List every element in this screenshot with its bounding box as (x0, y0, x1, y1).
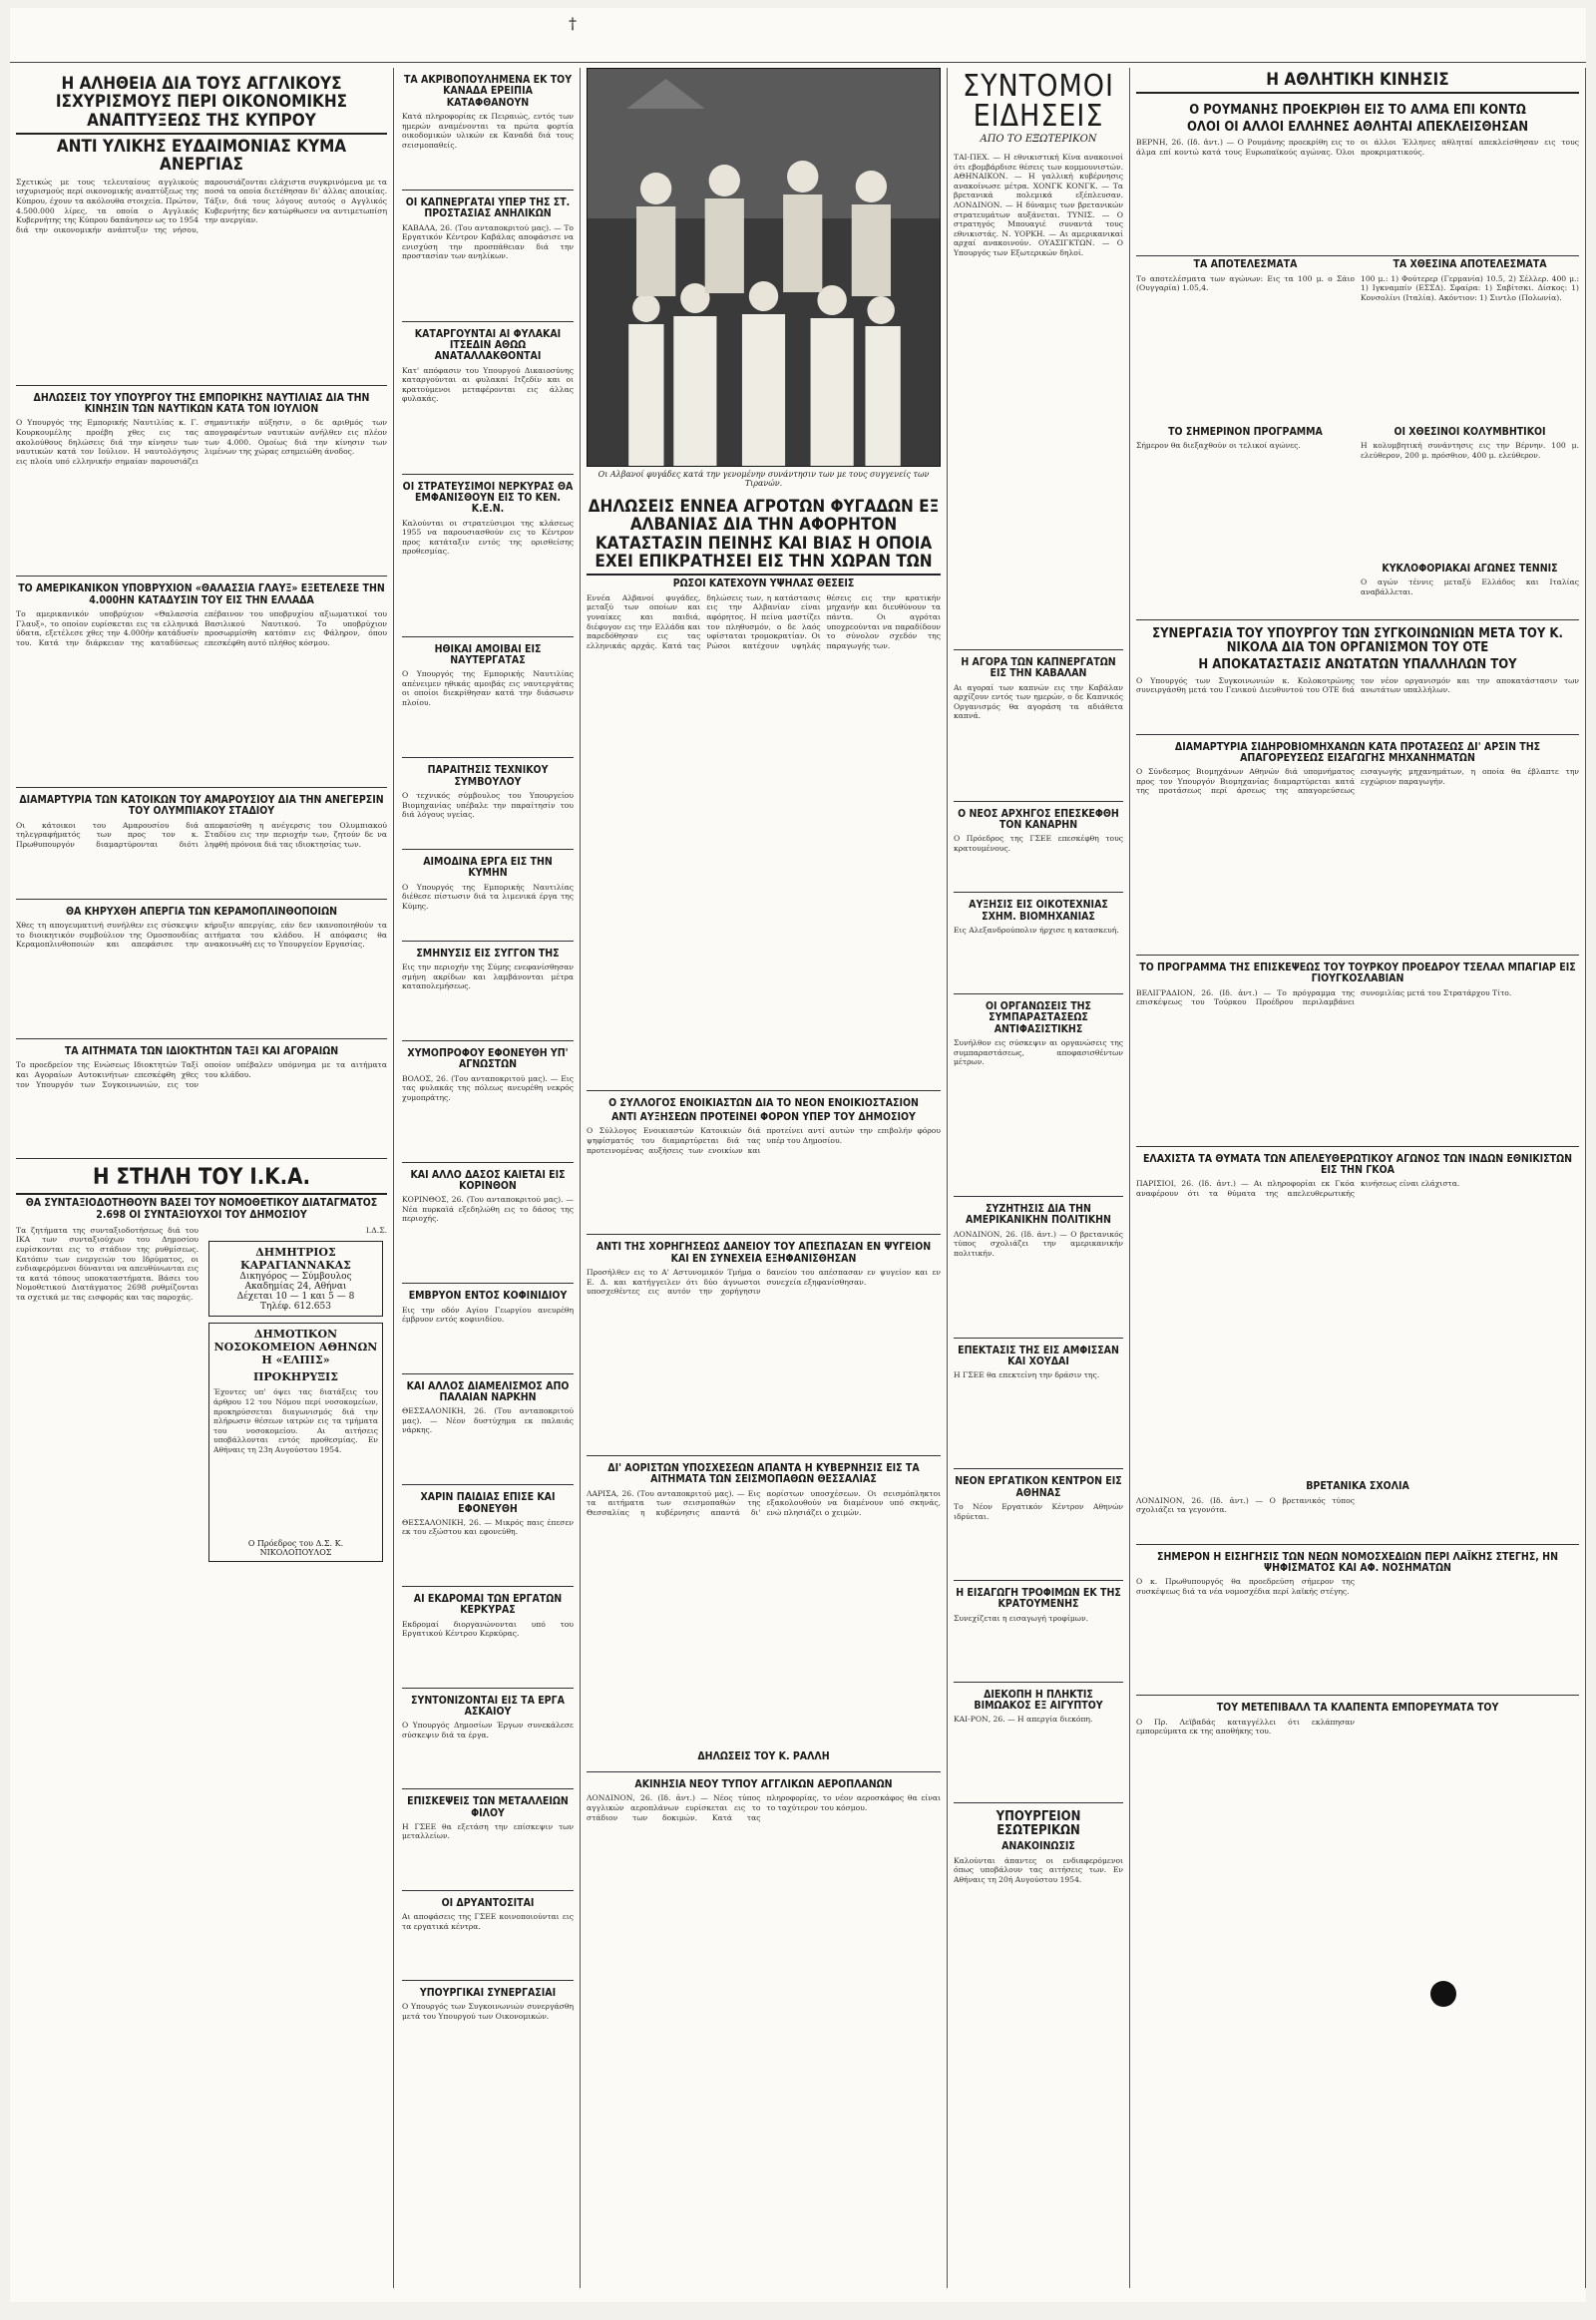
headline: ΤΟ ΑΜΕΡΙΚΑΝΙΚΟΝ ΥΠΟΒΡΥΧΙΟΝ «ΘΑΛΑΣΣΙΑ ΓΛΑΥΞ» ΕΞΕΤΕΛΕΣΕ ΤΗΝ 4.000ΗΝ ΚΑΤΑΔΥΣΙΝ ΤΟΥ ΕΙΣ ΤΗΝ ΕΛΛΑΔΑ (18, 582, 385, 606)
headline: ΔΙΑΜΑΡΤΥΡΙΑ ΣΙΔΗΡΟΒΙΟΜΗΧΑΝΩΝ ΚΑΤΑ ΠΡΟΤΑΣΕΩΣ ΔΙ' ΑΡΣΙΝ ΤΗΣ ΑΠΑΓΟΡΕΥΣΕΩΣ ΕΙΣΑΓΩΓΗΣ ΜΗΧΑΝΗΜΑΤΩΝ (1174, 740, 1541, 764)
brief (954, 1683, 1123, 1804)
article-body: Το προεδρείον της Ενώσεως Ιδιοκτητών Ταξί και Αγοραίων Αυτοκινήτων επεσκέφθη χθες τον Υπουργόν των Συγκοινωνιών, εις τον οποίον υπέβαλεν υπόμνημα με τα αιτήματα του κλάδου. (16, 1060, 387, 1089)
headline: ΟΙ ΚΑΠΝΕΡΓΑΤΑΙ ΥΠΕΡ ΤΗΣ ΣΤ. ΠΡΟΣΤΑΣΙΑΣ ΑΝΗΛΙΚΩΝ (405, 195, 571, 220)
article-ote (1136, 619, 1579, 734)
article-body: Ο Υπουργός των Συγκοινωνιών συνεργάσθη μετά του Υπουργού των Οικονομικών. (402, 2002, 574, 2022)
headline: ΔΙΕΚΟΠΗ Η ΠΛΗΚΤΙΣ ΒΙΜΩΑΚΟΣ ΕΞ ΑΙΓΥΠΤΟΥ (974, 1688, 1103, 1712)
column-4 (948, 68, 1130, 2288)
divider (16, 1193, 387, 1195)
brief (402, 68, 574, 191)
headline: ΑΥΞΗΣΙΣ ΕΙΣ ΟΙΚΟΤΕΧΝΙΑΣ ΣΧΗΜ. ΒΙΟΜΗΧΑΝΙΑΣ (969, 899, 1108, 923)
article-body: Χθες τη απογευματινή συνήλθεν εις σύσκεψιν το διοικητικόν συμβούλιον της Ομοσπονδίας Κεραμοπλινθοποιών και απεφάσισε την κήρυξιν απεργίας, εάν δεν ικανοποιηθούν τα αιτήματα του κλάδου. Η απόφασις θα ανακοινωθή εις το Υπουργείον Εργασίας. (16, 921, 387, 950)
brief (402, 1981, 574, 2090)
article-body: Εννέα Αλβανοί φυγάδες, μεταξύ των οποίων και γυναίκες και παιδιά, διέφυγον εις την Ελλάδα και παρεδόθησαν εις τας ελληνικάς αρχάς. Κατά τας δηλώσεις των, η κατάστασις εις την Αλβανίαν είναι αφόρητος. Η πείνα μαστίζει τον πληθυσμόν, ο δε λαός υφίσταται τρομοκρατίαν. Οι Ρώσοι κατέχουν υψηλάς θέσεις εις την κρατικήν μηχανήν και διευθύνουν τα πάντα. Οι αγρόται υποχρεούνται να παραδίδουν το σύνολον σχεδόν της παραγωγής των. (587, 592, 941, 650)
subheadline: ΘΑ ΣΥΝΤΑΞΙΟΔΟΤΗΘΟΥΝ ΒΑΣΕΙ ΤΟΥ ΝΟΜΟΘΕΤΙΚΟΥ ΔΙΑΤΑΓΜΑΤΟΣ 2.698 ΟΙ ΣΥΝΤΑΞΙΟΥΧΟΙ ΤΟΥ ΔΗΜΟΣΙΟΥ (25, 1197, 378, 1221)
brief (402, 1374, 574, 1486)
article-body: Καλούνται οι στρατεύσιμοι της κλάσεως 1955 να παρουσιασθούν εις το Κέντρον προς κατάταξιν εντός της ορισθείσης προθεσμίας. (402, 518, 574, 557)
headline: ΥΠΟΥΡΓΕΙΟΝ ΕΣΩΤΕΡΙΚΩΝ (996, 1809, 1081, 1839)
ad-body: Έχοντες υπ' όψει τας διατάξεις του άρθρου 12 του Νόμου περί νοσοκομείων, προκηρύσσεται διαγωνισμός διά την πλήρωσιν θέσεων ιατρών εις τα τμήματα του νοσοκομείου. Αι αιτήσεις υποβάλλονται εντός προθεσμίας. Εν Αθήναις τη 23η Αυγούστου 1954. (213, 1387, 378, 1454)
headline: ΣΥΝΕΡΓΑΣΙΑ ΤΟΥ ΥΠΟΥΡΓΟΥ ΤΩΝ ΣΥΓΚΟΙΝΩΝΙΩΝ ΜΕΤΑ ΤΟΥ Κ. ΝΙΚΟΛΑ ΔΙΑ ΤΟΝ ΟΡΓΑΝΙΣΜΟΝ ΤΟΥ ΟΤΕ (1152, 626, 1563, 656)
brief (402, 637, 574, 759)
headline: ΘΑ ΚΗΡΥΧΘΗ ΑΠΕΡΓΙΑ ΤΩΝ ΚΕΡΑΜΟΠΛΙΝΘΟΠΟΙΩΝ (65, 905, 338, 918)
brief (402, 1163, 574, 1285)
headline: ΤΟ ΠΡΟΓΡΑΜΜΑ ΤΗΣ ΕΠΙΣΚΕΨΕΩΣ ΤΟΥ ΤΟΥΡΚΟΥ ΠΡΟΕΔΡΟΥ ΤΣΕΛΑΛ ΜΠΑΓΙΑΡ ΕΙΣ ΓΙΟΥΓΚΟΣΛΑΒΙΑΝ (1139, 962, 1576, 985)
article-body: Ο Υπουργός της Εμπορικής Ναυτιλίας κ. Γ. Κουρκουμέλης προέβη χθες εις τας ακολούθους δηλώσεις διά την κίνησιν των ναυτικών κατά τον Ιούλιον. Η ναυτολόγησις εις πλοία υπό ελληνικήν σημαίαν παρουσιάζει σημαντικήν αύξησιν, ο δε αριθμός των απογραφέντων ναυτικών ανήλθεν εις πλέον των 4.000. Ομοίως διά την κίνησιν των λιμένων της χώρας εσημειώθη άνοδος. (16, 418, 387, 466)
brief (954, 802, 1123, 894)
brief (402, 1284, 574, 1373)
signature: Ι.Δ.Σ. (365, 1225, 387, 1235)
article-body: Αι αγοραί των καπνών εις την Καβάλαν αρχίζουν εντός των ημερών, ο δε Καπνικός Οργανισμός θα αγοράση τα αδιάθετα καπνά. (954, 682, 1123, 721)
subheadline: ΑΝΤΙ ΥΛΙΚΗΣ ΕΥΔΑΙΜΟΝΙΑΣ ΚΥΜΑ ΑΝΕΡΓΙΑΣ (56, 137, 347, 176)
ad-subtitle: ΠΡΟΚΗΡΥΞΙΣ (253, 1370, 338, 1384)
article-body: Ο κ. Πρωθυπουργός θα προεδρεύση σήμερον της συσκέψεως διά τα νέα νομοσχέδια περί λαϊκής στέγης. (1136, 1577, 1355, 1597)
article-housing (1136, 1545, 1579, 1697)
photo-albanian-refugees (587, 68, 941, 467)
article-body: ΠΑΡΙΣΙΟΙ, 26. (Ιδ. ἀντ.) — Αι πληροφορίαι εκ Γκόα αναφέρουν ότι τα θύματα της απελευθερωτικής κινήσεως είναι ελάχιστα. (1136, 1179, 1460, 1199)
article-turkey (1136, 956, 1579, 1147)
ad-title: ΔΗΜΟΤΙΚΟΝ ΝΟΣΟΚΟΜΕΙΟΝ ΑΘΗΝΩΝ Η «ΕΛΠΙΣ» (213, 1328, 378, 1367)
article-stadium (16, 788, 387, 900)
headline: ΔΙΑΜΑΡΤΥΡΙΑ ΤΩΝ ΚΑΤΟΙΚΩΝ ΤΟΥ ΑΜΑΡΟΥΣΙΟΥ ΔΙΑ ΤΗΝ ΑΝΕΓΕΡΣΙΝ ΤΟΥ ΟΛΥΜΠΙΑΚΟΥ ΣΤΑΔΙΟΥ (19, 794, 384, 818)
article-body: Εις την οδόν Αγίου Γεωργίου ανευρέθη έμβρυον εντός κοφινιδίου. (402, 1305, 574, 1325)
ad-lawyer (208, 1241, 383, 1317)
brief (402, 191, 574, 322)
ad-line: Δικηγόρος — Σύμβουλος (239, 1272, 352, 1283)
group-photo-image (588, 69, 940, 466)
headline: ΚΑΤΑΡΓΟΥΝΤΑΙ ΑΙ ΦΥΛΑΚΑΙ ΙΤΣΕΔΙΝ ΑΘΩΩ ΑΝΑΤΑΛΛΑΚΘΟΝΤΑΙ (414, 327, 562, 363)
sports-results-block (1136, 256, 1579, 619)
headline: ΑΙΜΟΔΙΝΑ ΕΡΓΑ ΕΙΣ ΤΗΝ ΚΥΜΗΝ (423, 855, 553, 880)
article-sports-lead (1136, 97, 1579, 256)
article-body: Ο Υπουργός της Εμπορικής Ναυτιλίας απένειμεν ηθικάς αμοιβάς εις ναυτεργάτας οι οποίοι διεκρίθησαν κατά την διάσωσιν πλοίου. (402, 669, 574, 708)
brief (954, 1803, 1123, 2043)
article-body: ΘΕΣΣΑΛΟΝΙΚΗ, 26. (Του ανταποκριτού μας). — Νέον δυστύχημα εκ παλαιάς νάρκης. (402, 1406, 574, 1435)
headline: ΑΙ ΕΚΔΡΟΜΑΙ ΤΩΝ ΕΡΓΑΤΩΝ ΚΕΡΚΥΡΑΣ (413, 1592, 563, 1617)
article-body: ΛΟΝΔΙΝΟΝ, 26. (Ιδ. ἀντ.) — Νέος τύπος αγγλικών αεροπλάνων ευρίσκεται εις το στάδιον των δοκιμών. Κατά τας πληροφορίας, το νέον αεροσκάφος θα είναι το ταχύτερον του κόσμου. (587, 1793, 941, 1822)
article-body: ΛΟΝΔΙΝΟΝ, 26. (Ιδ. ἀντ.) — Ο βρετανικός τύπος σχολιάζει τα γεγονότα. (1136, 1495, 1355, 1515)
headline: ΤΑ ΑΙΤΗΜΑΤΑ ΤΩΝ ΙΔΙΟΚΤΗΤΩΝ ΤΑΞΙ ΚΑΙ ΑΓΟΡΑΙΩΝ (64, 1045, 339, 1058)
headline: ΣΥΖΗΤΗΣΙΣ ΔΙΑ ΤΗΝ ΑΜΕΡΙΚΑΝΙΚΗΝ ΠΟΛΙΤΙΚΗΝ (966, 1202, 1111, 1227)
brief (954, 1469, 1123, 1581)
article-body: Σήμερον θα διεξαχθούν οι τελικοί αγώνες. (1136, 441, 1301, 451)
article-body: Καλούνται άπαντες οι ενδιαφερόμενοι όπως υποβάλουν τας αιτήσεις των. Εν Αθήναις τη 20ή Αυγούστου 1954. (954, 1855, 1123, 1884)
headline: ΤΑ ΧΘΕΣΙΝΑ ΑΠΟΤΕΛΕΣΜΑΤΑ (1393, 258, 1547, 271)
headline: ΧΑΡΙΝ ΠΑΙΔΙΑΣ ΕΠΙΣΕ ΚΑΙ ΕΦΟΝΕΥΘΗ (420, 1491, 556, 1515)
article-shipping (16, 386, 387, 578)
brief (954, 650, 1123, 802)
divider (16, 133, 387, 135)
top-marker: † (569, 14, 577, 33)
subheadline: ΡΩΣΟΙ ΚΑΤΕΧΟΥΝ ΥΨΗΛΑΣ ΘΕΣΕΙΣ (672, 578, 855, 590)
article-cyprus (16, 68, 387, 386)
article-body: Ο τεχνικός σύμβουλος του Υπουργείου Βιομηχανίας υπέβαλε την παραίτησίν του διά λόγους υγείας. (402, 790, 574, 820)
ad-hospital (208, 1323, 383, 1562)
brief (402, 850, 574, 942)
headline: ΤΟΥ ΜΕΤΕΠΙΒΑΛΛ ΤΑ ΚΛΑΠΕΝΤΑ ΕΜΠΟΡΕΥΜΑΤΑ ΤΟΥ (1216, 1702, 1499, 1715)
article-body: Εκδρομαί διοργανώνονται υπό του Εργατικού Κέντρου Κερκύρας. (402, 1619, 574, 1639)
column-3 (581, 68, 948, 2288)
article-body: ΚΟΡΙΝΘΟΣ, 26. (Του ανταποκριτού μας). — Νέα πυρκαϊά εξεδηλώθη εις το δάσος της περιοχής. (402, 1195, 574, 1224)
brief (402, 1587, 574, 1689)
article-body: Το αμερικανικόν υποβρύχιον «Θαλασσία Γλαυξ», το οποίον ευρίσκεται εις τα ελληνικά ύδατα, εξετέλεσε χθες την 4.000ήν κατάδυσίν του. Κατά την διάρκειαν της καταδύσεως επέβαινον του υποβρυχίου αξιωματικοί του Βασιλικού Ναυτικού. Το υποβρύχιον προσωρμίσθη κατόπιν εις Φάληρον, όπου επεσκέφθη αυτό πλήθος κόσμου. (16, 609, 387, 647)
headline: ΧΥΜΟΠΡΟΦΟΥ ΕΦΟΝΕΥΘΗ ΥΠ' ΑΓΝΩΣΤΩΝ (407, 1046, 569, 1071)
subheadline: ΟΛΟΙ ΟΙ ΑΛΛΟΙ ΕΛΛΗΝΕΣ ΑΘΛΗΤΑΙ ΑΠΕΚΛΕΙΣΘΗΣΑΝ (1186, 120, 1529, 136)
headline: ΔΗΛΩΣΕΙΣ ΕΝΝΕΑ ΑΓΡΟΤΩΝ ΦΥΓΑΔΩΝ ΕΞ ΑΛΒΑΝΙΑΣ ΔΙΑ ΤΗΝ ΑΦΟΡΗΤΟΝ ΚΑΤΑΣΤΑΣΙΝ ΠΕΙΝΗΣ ΚΑΙ ΒΙΑΣ Η ΟΠΟΙΑ ΕΧΕΙ ΕΠΙΚΡΑΤΗΣΕΙ ΕΙΣ ΤΗΝ ΧΩΡΑΝ ΤΩΝ (588, 497, 940, 573)
subheadline: ΔΗΛΩΣΕΙΣ ΤΟΥ Κ. ΡΑΛΛΗ (697, 1749, 830, 1762)
headline: ΤΑ ΑΠΟΤΕΛΕΣΜΑΤΑ (1193, 258, 1298, 271)
article-aircraft (587, 1772, 941, 1921)
article-body: Ο Πρόεδρος της ΓΣΕΕ επεσκέφθη τους κρατουμένους. (954, 834, 1123, 853)
article-body: Κατ' απόφασιν του Υπουργού Δικαιοσύνης καταργούνται αι φυλακαί Ιτζεδίν και οι κρατούμενοι μεταφέρονται εις άλλας φυλακάς. (402, 365, 574, 404)
article-body: Η κολυμβητική συνάντησις εις την Βέρνην. 100 μ. ελεύθερον, 200 μ. πρόσθιον, 400 μ. ελεύθερον. (1361, 441, 1579, 460)
headline: ΚΥΚΛΟΦΟΡΙΑΚΑΙ ΑΓΩΝΕΣ ΤΕΝΝΙΣ (1382, 563, 1558, 576)
headline: ΥΠΟΥΡΓΙΚΑΙ ΣΥΝΕΡΓΑΣΙΑΙ (419, 1987, 557, 2000)
subheadline: ΒΡΕΤΑΝΙΚΑ ΣΧΟΛΙΑ (1306, 1480, 1409, 1493)
headline: ΟΙ ΧΘΕΣΙΝΟΙ ΚΟΛΥΜΒΗΤΙΚΟΙ (1394, 425, 1546, 438)
headline: ΟΙ ΔΡΥΑΝΤΟΣΙΤΑΙ (441, 1896, 535, 1909)
headline: ΑΚΙΝΗΣΙΑ ΝΕΟΥ ΤΥΠΟΥ ΑΓΓΛΙΚΩΝ ΑΕΡΟΠΛΑΝΩΝ (634, 1778, 893, 1791)
headline: Η ΕΙΣΑΓΩΓΗ ΤΡΟΦΙΜΩΝ ΕΚ ΤΗΣ ΚΡΑΤΟΥΜΕΝΗΣ (956, 1586, 1121, 1611)
article-body: Ο Υπουργός των Συγκοινωνιών κ. Κολοκοτρώνης συνειργάσθη μετά του Γενικού Διευθυντού του ΟΤΕ διά τον νέον οργανισμόν και την αποκατάστασιν των ανωτάτων υπαλλήλων. (1136, 675, 1579, 695)
article-ika (16, 1159, 387, 1662)
brief (954, 1197, 1123, 1339)
headline: ΕΛΑΧΙΣΤΑ ΤΑ ΘΥΜΑΤΑ ΤΩΝ ΑΠΕΛΕΥΘΕΡΩΤΙΚΟΥ ΑΓΩΝΟΣ ΤΩΝ ΙΝΔΩΝ ΕΘΝΙΚΙΣΤΩΝ ΕΙΣ ΤΗΝ ΓΚΟΑ (1142, 1152, 1573, 1177)
article-body: Η ΓΣΕΕ θα επεκτείνη την δράσιν της. (954, 1370, 1100, 1380)
brief (954, 1581, 1123, 1683)
brief (954, 893, 1123, 994)
article-body: Προσήλθεν εις το Α' Αστυνομικόν Τμήμα ο Ε. Δ. και κατήγγειλεν ότι δύο άγνωστοι υποσχεθέντες εις αυτόν την χορήγησιν δανείου του απέσπασαν εν ψυγείον και εν συνεχεία εξηφανίσθησαν. (587, 1268, 941, 1297)
article-body: ΤΑΙ-ΠΕΧ. — Η εθνικιστική Κίνα ανακοινοί ότι εβομβάρδισε θέσεις των κομμουνιστών. ΑΘΗΝΑΙΚΟΝ. — Η γαλλική κυβέρνησις ανακοίνωσε μέτρα. ΧΟΝΓΚ ΚΟΝΓΚ. — Τα βρετανικά πολεμικά εξέπλευσαν. ΛΟΝΔΙΝΟΝ. — Η δύναμις των βρετανικών στρατευμάτων αυξάνεται. ΤΥΝΙΣ. — Ο στρατηγός Μπουαγιέ συναντά τους εθνικιστάς. Ν. ΥΟΡΚΗ. — Αι αμερικανικαί αρχαί ανακοινούν. ΟΥΑΣΙΓΚΤΩΝ. — Ο Υπουργός των Εξωτερικών δηλοί. (954, 153, 1123, 257)
article-body: ΘΕΣΣΑΛΟΝΙΚΗ, 26. — Μικρός παις έπεσεν εκ του εξώστου και εφονεύθη. (402, 1517, 574, 1537)
headline: ΗΘΙΚΑΙ ΑΜΟΙΒΑΙ ΕΙΣ ΝΑΥΤΕΡΓΑΤΑΣ (434, 642, 542, 666)
article-body: Κατά πληροφορίας εκ Πειραιώς, εντός των ημερών αναμένονται τα πρώτα φορτία οικοδομικών υλικών εκ Καναδά διά τους σεισμοπαθείς. (402, 111, 574, 150)
top-rule (10, 62, 1586, 63)
article-body: ΒΕΡΝΗ, 26. (Ιδ. ἀντ.) — Ο Ρουμάνης προεκρίθη εις το άλμα επί κοντώ κατά τους Ευρωπαϊκούς αγώνας. Όλοι οι άλλοι Έλληνες αθληταί απεκλείσθησαν εις τους προκριματικούς. (1136, 138, 1579, 158)
article-body: Ο Πρ. Λεϊβαδάς καταγγέλλει ότι εκλάπησαν εμπορεύματα εκ της αποθήκης του. (1136, 1717, 1355, 1737)
headline: ΤΟ ΣΗΜΕΡΙΝΟΝ ΠΡΟΓΡΑΜΜΑ (1168, 425, 1323, 438)
article-body: ΚΑΒΑΛΑ, 26. (Του ανταποκριτού μας). — Το Εργατικόν Κέντρον Καβάλας αποφάσισε να ενισχύση την προσπάθειαν διά την προστασίαν των ανηλίκων. (402, 222, 574, 261)
newspaper-page (10, 8, 1586, 2302)
ad-line: Ακαδημίας 24, Αθήναι (244, 1282, 347, 1293)
article-body: Τα ζητήματα της συνταξιοδοτήσεως διά του ΙΚΑ των συνταξιούχων του Δημοσίου ευρίσκονται εις το στάδιον της ρυθμίσεως. Κατόπιν των ενεργειών του Ιδρύματος, οι ενδιαφερόμενοι δύνανται να απευθύνωνται εις τα κατά τόπους υποκαταστήματα. Βάσει του Νομοθετικού Διατάγματος 2698 ρυθμίζονται τα σχετικά με τας εισφοράς και τας παροχάς. (16, 1225, 199, 1302)
section-masthead: Η ΑΘΛΗΤΙΚΗ ΚΙΝΗΣΙΣ (1136, 71, 1579, 94)
article-body: Ο Σύνδεσμος Βιομηχάνων Αθηνών διά υπομνήματος προς τον Υπουργόν Βιομηχανίας διαμαρτύρεται κατά της προτάσεως περί άρσεως της απαγορεύσεως εισαγωγής μηχανημάτων, η οποία θα έβλαπτε την εγχώριον παραγωγήν. (1136, 767, 1579, 796)
article-body: Εις Αλεξανδρούπολιν ήρχισε η κατασκευή. (954, 925, 1119, 935)
article-steel (1136, 735, 1579, 957)
article-body: Ο αγών τέννις μεταξύ Ελλάδος και Ιταλίας αναβάλλεται. (1361, 578, 1579, 596)
headline: Η ΑΓΟΡΑ ΤΩΝ ΚΑΠΝΕΡΓΑΤΩΝ ΕΙΣ ΤΗΝ ΚΑΒΑΛΑΝ (961, 656, 1116, 680)
headline: ΑΝΤΙ ΤΗΣ ΧΟΡΗΓΗΣΕΩΣ ΔΑΝΕΙΟΥ ΤΟΥ ΑΠΕΣΠΑΣΑΝ ΕΝ ΨΥΓΕΙΟΝ ΚΑΙ ΕΝ ΣΥΝΕΧΕΙΑ ΕΞΗΦΑΝΙΣΘΗΣΑΝ (596, 1241, 932, 1265)
brief (402, 1689, 574, 1790)
article-body: Ο Σύλλογος Ενοικιαστών Κατοικιών διά ψηφίσματός του διαμαρτύρεται διά τας προτεινομένας αυξήσεις των ενοικίων και προτείνει αντί αυτών την επιβολήν φόρου υπέρ του Δημοσίου. (587, 1126, 941, 1155)
headline: ΣΥΝΤΟΝΙΖΟΝΤΑΙ ΕΙΣ ΤΑ ΕΡΓΑ ΑΣΚΑΙΟΥ (411, 1694, 565, 1718)
article-body: Η ΓΣΕΕ θα εξετάση την επίσκεψιν των μεταλλείων. (402, 1821, 574, 1841)
headline: ΚΑΙ ΑΛΛΟ ΔΑΣΟΣ ΚΑΙΕΤΑΙ ΕΙΣ ΚΟΡΙΝΘΟΝ (410, 1168, 566, 1192)
headline: ΕΠΙΣΚΕΨΕΙΣ ΤΩΝ ΜΕΤΑΛΛΕΙΩΝ ΦΙΛΟΥ (407, 1795, 569, 1819)
brief (402, 1485, 574, 1587)
brief (954, 1339, 1123, 1470)
headline: ΕΠΕΚΤΑΣΙΣ ΤΗΣ ΕΙΣ ΑΜΦΙΣΣΑΝ ΚΑΙ ΧΟΥΔΑΙ (958, 1344, 1119, 1367)
ad-line: Δέχεται 10 — 1 και 5 — 8 (236, 1292, 355, 1303)
article-earthquake (587, 1456, 941, 1772)
article-body: Το αποτελέσματα των αγώνων: Εις τα 100 μ. ο Σάιο (Ουγγαρία) 1.05,4. (1136, 273, 1355, 293)
article-fridge (587, 1235, 941, 1456)
article-tenants (587, 1091, 941, 1236)
section-subtitle: ΑΠΟ ΤΟ ΕΞΩΤΕΡΙΚΟΝ (980, 134, 1097, 145)
article-goa (1136, 1147, 1579, 1545)
headline: ΟΙ ΣΤΡΑΤΕΥΣΙΜΟΙ ΝΕΡΚΥΡΑΣ ΘΑ ΕΜΦΑΝΙΣΘΟΥΝ ΕΙΣ ΤΟ ΚΕΝ. Κ.Ε.Ν. (402, 480, 574, 516)
headline: ΔΗΛΩΣΕΙΣ ΤΟΥ ΥΠΟΥΡΓΟΥ ΤΗΣ ΕΜΠΟΡΙΚΗΣ ΝΑΥΤΙΛΙΑΣ ΔΙΑ ΤΗΝ ΚΙΝΗΣΙΝ ΤΩΝ ΝΑΥΤΙΚΩΝ ΚΑΤΑ ΤΟΝ ΙΟΥΛΙΟΝ (33, 391, 370, 416)
article-strike (16, 900, 387, 1039)
article-taxi (16, 1039, 387, 1159)
brief (402, 758, 574, 850)
headline: ΝΕΟΝ ΕΡΓΑΤΙΚΟΝ ΚΕΝΤΡΟΝ ΕΙΣ ΑΘΗΝΑΣ (955, 1475, 1122, 1499)
subheadline: ΑΝΤΙ ΑΥΞΗΣΕΩΝ ΠΡΟΤΕΙΝΕΙ ΦΟΡΟΝ ΥΠΕΡ ΤΟΥ ΔΗΜΟΣΙΟΥ (611, 1111, 916, 1124)
subheadline: Η ΑΠΟΚΑΤΑΣΤΑΣΙΣ ΑΝΩΤΑΤΩΝ ΥΠΑΛΛΗΛΩΝ ΤΟΥ (1198, 657, 1517, 673)
article-body: ΛΑΡΙΣΑ, 26. (Του ανταποκριτού μας). — Εις τα αιτήματα των σεισμοπαθών της Θεσσαλίας η κυβέρνησις απαντά δι' αορίστων υποσχέσεων. Οι σεισμόπληκτοι εξακολουθούν να διαμένουν υπό σκηνάς, ενώ πλησιάζει ο χειμών. (587, 1488, 941, 1517)
article-body: 100 μ.: 1) Φούτερερ (Γερμανία) 10.5, 2) Σέλλερ. 400 μ.: 1) Ιγκναμπίν (ΕΣΣΔ). Σφαίρα: 1) Σαβίτσκι. Δίσκος: 1) Κονσολίνι (Ιταλία). Ακόντιον: 1) Σιντλο (Πολωνία). (1361, 273, 1579, 302)
headline: Η ΑΛΗΘΕΙΑ ΔΙΑ ΤΟΥΣ ΑΓΓΛΙΚΟΥΣ ΙΣΧΥΡΙΣΜΟΥΣ ΠΕΡΙ ΟΙΚΟΝΟΜΙΚΗΣ ΑΝΑΠΤΥΞΕΩΣ ΤΗΣ ΚΥΠΡΟΥ (55, 74, 348, 131)
brief (402, 1891, 574, 1981)
article-submarine (16, 577, 387, 788)
article-body: Αι αποφάσεις της ΓΣΕΕ κοινοποιούνται εις τα εργατικά κέντρα. (402, 1912, 574, 1931)
subheadline: ΑΝΑΚΟΙΝΩΣΙΣ (1001, 1840, 1075, 1853)
headline: ΣΜΗΝΥΣΙΣ ΕΙΣ ΣΥΓΓΟΝ ΤΗΣ (416, 947, 560, 960)
headline: Ο ΡΟΥΜΑΝΗΣ ΠΡΟΕΚΡΙΘΗ ΕΙΣ ΤΟ ΑΛΜΑ ΕΠΙ ΚΟΝΤΩ (1189, 103, 1526, 119)
brief (402, 942, 574, 1041)
article-body: ΒΟΛΟΣ, 26. (Του ανταποκριτού μας). — Εις τας φυλακάς της πόλεως ανευρέθη νεκρός χυμοπράτης. (402, 1073, 574, 1102)
article-albania (587, 491, 941, 1091)
section-masthead: ΣΥΝΤΟΜΟΙ ΕΙΔΗΣΕΙΣ (963, 69, 1114, 134)
article-body: ΛΟΝΔΙΝΟΝ, 26. (Ιδ. ἀντ.) — Ο βρετανικός τύπος σχολιάζει την αμερικανικήν πολιτικήν. (954, 1229, 1123, 1258)
brief (402, 1789, 574, 1891)
headline: ΤΑ ΑΚΡΙΒΟΠΟΥΛΗΜΕΝΑ ΕΚ ΤΟΥ ΚΑΝΑΔΑ ΕΡΕΙΠΙΑ ΚΑΤΑΦΘΑΝΟΥΝ (403, 74, 573, 109)
headline: ΟΙ ΟΡΓΑΝΩΣΕΙΣ ΤΗΣ ΣΥΜΠΑΡΑΣΤΑΣΕΩΣ ΑΝΤΙΦΑΣΙΣΤΙΚΗΣ (985, 999, 1091, 1035)
article-body: Ο Υπουργός της Εμπορικής Ναυτιλίας διέθεσε πίστωσιν διά τα λιμενικά έργα της Κύμης. (402, 882, 574, 911)
article-body: Ο Υπουργός Δημοσίων Έργων συνεκάλεσε σύσκεψιν διά τα έργα. (402, 1721, 574, 1740)
brief (402, 475, 574, 637)
article-body: Συνεχίζεται η εισαγωγή τροφίμων. (954, 1613, 1088, 1623)
column-2 (396, 68, 581, 2288)
headline: Ο ΣΥΛΛΟΓΟΣ ΕΝΟΙΚΙΑΣΤΩΝ ΔΙΑ ΤΟ ΝΕΟΝ ΕΝΟΙΚΙΟΣΤΑΣΙΟΝ (608, 1096, 919, 1109)
headline: ΠΑΡΑΙΤΗΣΙΣ ΤΕΧΝΙΚΟΥ ΣΥΜΒΟΥΛΟΥ (427, 764, 549, 788)
headline: ΔΙ' ΑΟΡΙΣΤΩΝ ΥΠΟΣΧΕΣΕΩΝ ΑΠΑΝΤΑ Η ΚΥΒΕΡΝΗΣΙΣ ΕΙΣ ΤΑ ΑΙΤΗΜΑΤΑ ΤΩΝ ΣΕΙΣΜΟΠΑΘΩΝ ΘΕΣΣΑΛΙΑΣ (607, 1462, 920, 1486)
ad-signature: Ο Πρόεδρος του Δ.Σ. Κ. ΝΙΚΟΛΟΠΟΥΛΟΣ (247, 1539, 344, 1558)
article-body: Το Νέον Εργατικόν Κέντρον Αθηνών ιδρύεται. (954, 1501, 1123, 1521)
article-body: Συνήλθον εις σύσκεψιν αι οργανώσεις της συμπαραστάσεως, αποφασισθέντων μέτρων. (954, 1037, 1123, 1067)
article-stolen-goods (1136, 1696, 1579, 1794)
ink-blot (1430, 1981, 1456, 2007)
brief (954, 994, 1123, 1197)
article-body: Εις την περιοχήν της Σύμης ενεφανίσθησαν σμήνη ακρίδων και λαμβάνονται μέτρα καταπολεμήσεως. (402, 962, 574, 991)
article-body: Οι κάτοικοι του Αμαρουσίου διά τηλεγραφήματός των προς τον κ. Πρωθυπουργόν διαμαρτύρονται διότι απεφασίσθη η ανέγερσις του Ολυμπιακού Σταδίου εις την περιοχήν των, ζητούν δε να ληφθή πρόνοια διά τας ιδιοκτησίας των. (16, 820, 387, 849)
article-body: ΒΕΛΙΓΡΑΔΙΟΝ, 26. (Ιδ. ἀντ.) — Το πρόγραμμα της επισκέψεως του Τούρκου Προέδρου περιλαμβάνει συνομιλίας μετά του Στρατάρχου Τίτο. (1136, 987, 1512, 1007)
headline: ΕΜΒΡΥΟΝ ΕΝΤΟΣ ΚΟΦΙΝΙΔΙΟΥ (408, 1290, 568, 1303)
ad-title: ΔΗΜΗΤΡΙΟΣ ΚΑΡΑΓΙΑΝΝΑΚΑΣ (240, 1246, 351, 1273)
brief (402, 322, 574, 475)
article-body: ΚΑΙ-ΡΟΝ, 26. — Η απεργία διεκόπη. (954, 1715, 1093, 1725)
article-body: Σχετικώς με τους τελευταίους αγγλικούς ισχυρισμούς περί οικονομικής αναπτύξεως της Κύπρου, έχουν τα ακόλουθα στοιχεία. Πρώτον, 4.500.000 λίρες, τα οποία ο Αγγλικός Κυβερνήτης της Κύπρου δαπάνησεν ως το 1954 διά την οικονομικήν ανάπτυξιν της νήσου, παρουσιάζονται ελάχιστα συγκρινόμενα με τα ποσά τα οποία διετέθησαν δι' άλλας αποικίας. Τάξιν, διά τους λόγους αυτούς ο Αγγλικός Κυβερνήτης δεν κατώρθωσεν να αντιμετωπίση την ανεργίαν. (16, 177, 387, 234)
column-5 (1130, 68, 1586, 2288)
headline: Ο ΝΕΟΣ ΑΡΧΗΓΟΣ ΕΠΕΣΚΕΦΘΗ ΤΟΝ ΚΑΝΑΡΗΝ (958, 807, 1119, 831)
divider (587, 574, 941, 576)
brief (402, 1041, 574, 1163)
section-title: Η ΣΤΗΛΗ ΤΟΥ Ι.Κ.Α. (93, 1165, 310, 1191)
headline: ΚΑΙ ΑΛΛΟΣ ΔΙΑΜΕΛΙΣΜΟΣ ΑΠΟ ΠΑΛΑΙΑΝ ΝΑΡΚΗΝ (406, 1379, 570, 1403)
foreign-briefs (954, 147, 1123, 650)
photo-caption: Οι Αλβανοί φυγάδες κατά την γενομένην συνάντησιν των με τους συγγενείς των Τιρανών. (598, 470, 930, 488)
column-1 (10, 68, 394, 2288)
headline: ΣΗΜΕΡΟΝ Η ΕΙΣΗΓΗΣΙΣ ΤΩΝ ΝΕΩΝ ΝΟΜΟΣΧΕΔΙΩΝ ΠΕΡΙ ΛΑΪΚΗΣ ΣΤΕΓΗΣ, ΗΝ ΨΗΦΙΣΜΑΤΟΣ ΚΑΙ ΑΦ. ΝΟΣΗΜΑΤΩΝ (1157, 1550, 1558, 1575)
ad-line: Τηλέφ. 612.653 (259, 1302, 331, 1313)
